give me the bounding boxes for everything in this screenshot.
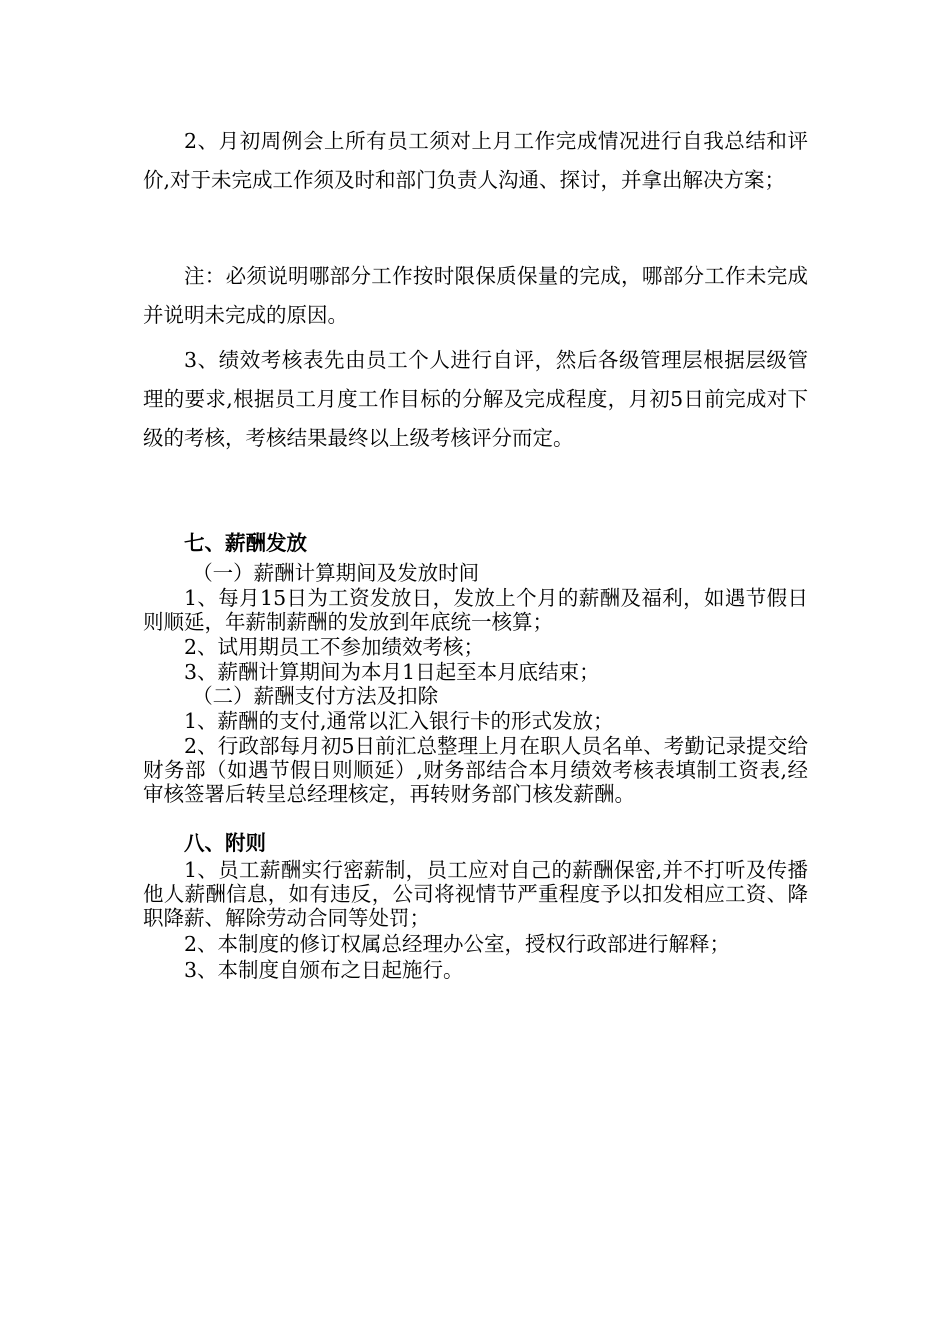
- subheading-payment-method: （二）薪酬支付方法及扣除: [192, 684, 439, 708]
- list-item-interpretation: 2、本制度的修订权属总经理办公室，授权行政部进行解释；: [184, 932, 731, 956]
- list-item-payday: 1、每月15日为工资发放日，发放上个月的薪酬及福利，如遇节假日则顺延，年薪制薪酬的发放到年底统一核算；: [143, 586, 808, 634]
- list-item-bank-transfer: 1、薪酬的支付,通常以汇入银行卡的形式发放；: [184, 709, 614, 733]
- paragraph-performance-review: 3、绩效考核表先由员工个人进行自评，然后各级管理层根据层级管理的要求,根据员工月度工作目标的分解及完成程度，月初5日前完成对下级的考核，考核结果最终以上级考核评分而定。: [143, 348, 808, 450]
- section-heading-salary-payment: 七、薪酬发放: [184, 531, 307, 555]
- list-item-probation: 2、试用期员工不参加绩效考核；: [184, 635, 485, 659]
- list-item-payroll-process: 2、行政部每月初5日前汇总整理上月在职人员名单、考勤记录提交给财务部（如遇节假日则顺延）,财务部结合本月绩效考核表填制工资表,经审核签署后转呈总经理核定，再转财务部门核发薪酬。: [143, 734, 808, 806]
- list-item-effective-date: 3、本制度自颁布之日起施行。: [184, 958, 464, 982]
- paragraph-note: 注：必须说明哪部分工作按时限保质保量的完成，哪部分工作未完成并说明未完成的原因。: [143, 264, 808, 327]
- subheading-calculation-period: （一）薪酬计算期间及发放时间: [192, 561, 480, 585]
- paragraph-self-evaluation: 2、月初周例会上所有员工须对上月工作完成情况进行自我总结和评价,对于未完成工作须及时和部门负责人沟通、探讨，并拿出解决方案；: [143, 129, 808, 192]
- list-item-confidentiality: 1、员工薪酬实行密薪制，员工应对自己的薪酬保密,并不打听及传播他人薪酬信息，如有违反，公司将视情节严重程度予以扣发相应工资、降职降薪、解除劳动合同等处罚；: [143, 858, 808, 930]
- list-item-calculation-period: 3、薪酬计算期间为本月1日起至本月底结束；: [184, 660, 600, 684]
- section-heading-supplementary: 八、附则: [184, 831, 266, 855]
